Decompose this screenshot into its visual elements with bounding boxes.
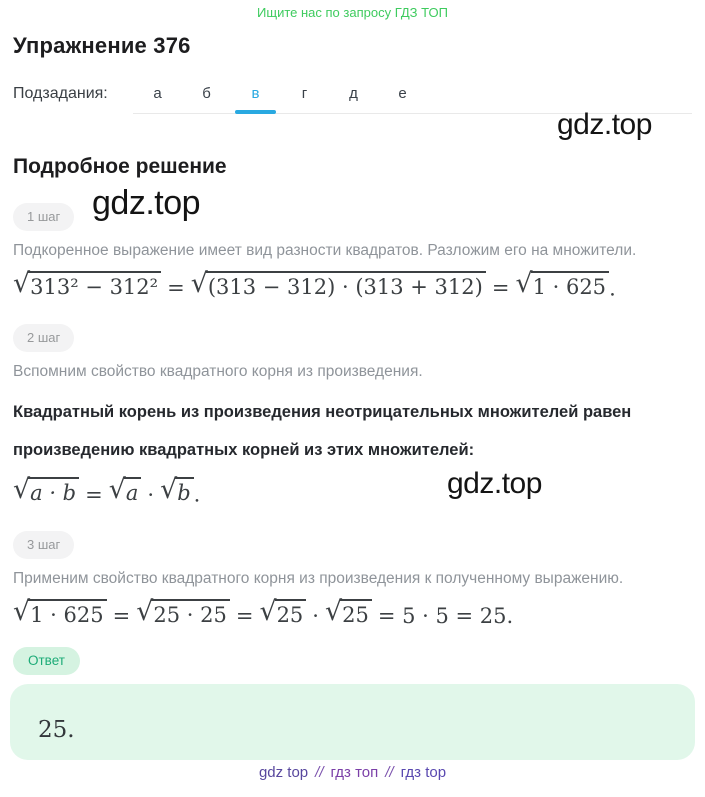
sqrt-expression: √ b [160, 476, 194, 506]
sqrt-expression: √ 1 · 625 [515, 270, 609, 300]
formula-step-3: √ 1 · 625 = √ 25 · 25 = √ 25 · √ 25 = 5 · 5 = 25. [13, 595, 514, 628]
radical-sign: √ [13, 474, 31, 506]
gdz-top-watermark: gdz.top [92, 184, 201, 222]
sqrt-expression: √ 25 · 25 [136, 598, 230, 628]
formula-step-1: √ 313² − 312² = √ (313 − 312) · (313 + 312) = √ 1 · 625 . [13, 268, 616, 301]
radical-sign: √ [108, 474, 126, 506]
radical-sign: √ [160, 474, 178, 506]
footer-separator: // [385, 763, 394, 781]
sqrt-expression: √ a · b [13, 476, 79, 506]
sqrt-expression: √ (313 − 312) · (313 + 312) [191, 270, 486, 300]
radical-sign: √ [190, 268, 208, 299]
sqrt-expression: √ 25 [325, 598, 372, 628]
tab-strip [133, 83, 692, 114]
gdz-top-watermark: gdz.top [557, 108, 652, 141]
answer-box [10, 684, 695, 760]
radical-sign: √ [13, 268, 31, 299]
radical-sign: √ [324, 595, 343, 627]
tab-b[interactable]: б [202, 85, 211, 102]
footer-link-gdz-top[interactable]: gdz top [258, 763, 309, 781]
formula-step-2: √ a · b = √ a · √ b . [13, 474, 201, 507]
sqrt-expression: √ 1 · 625 [13, 598, 107, 628]
sqrt-expression: √ 25 [259, 598, 306, 628]
promo-note: Ищите нас по запросу ГДЗ ТОП [257, 5, 448, 20]
radical-sign: √ [515, 268, 533, 299]
radical-sign: √ [136, 595, 154, 627]
step-3-text: Применим свойство квадратного корня из произведения к полученному выражению. [13, 569, 624, 587]
section-heading: Подробное решение [13, 155, 227, 178]
step-2-badge: 2 шаг [13, 324, 74, 352]
tab-g[interactable]: г [301, 85, 308, 102]
page-title: Упражнение 376 [13, 33, 191, 58]
footer-links [0, 764, 705, 781]
tab-a[interactable]: а [153, 85, 162, 102]
footer-separator: // [315, 763, 324, 781]
step-1-text: Подкоренное выражение имеет вид разности квадратов. Разложим его на множители. [13, 242, 637, 259]
subtask-tabs [13, 83, 692, 114]
radical-sign: √ [259, 595, 277, 627]
step-2-text: Вспомним свойство квадратного корня из произведения. [13, 363, 423, 381]
radical-sign: √ [13, 595, 31, 627]
tab-d[interactable]: д [349, 85, 358, 102]
footer-link-gdz-top-mixed[interactable]: гдз top [400, 763, 447, 781]
step-3-badge: 3 шаг [13, 531, 74, 559]
sqrt-expression: √ a [109, 476, 142, 506]
answer-badge: Ответ [13, 647, 80, 675]
tabs-label: Подзадания: [13, 85, 108, 102]
gdz-top-watermark: gdz.top [447, 467, 542, 500]
tab-e[interactable]: е [398, 85, 407, 102]
tab-v-active[interactable]: в [231, 83, 280, 113]
sqrt-expression: √ 313² − 312² [13, 270, 161, 300]
step-1-badge: 1 шаг [13, 203, 74, 231]
footer-link-gdz-top-cyr[interactable]: гдз топ [330, 763, 379, 781]
property-statement: Квадратный корень из произведения неотрицательных множителей равен произведению квадратных корней из этих множителей: [13, 403, 632, 460]
answer-value: 25. [38, 716, 75, 743]
